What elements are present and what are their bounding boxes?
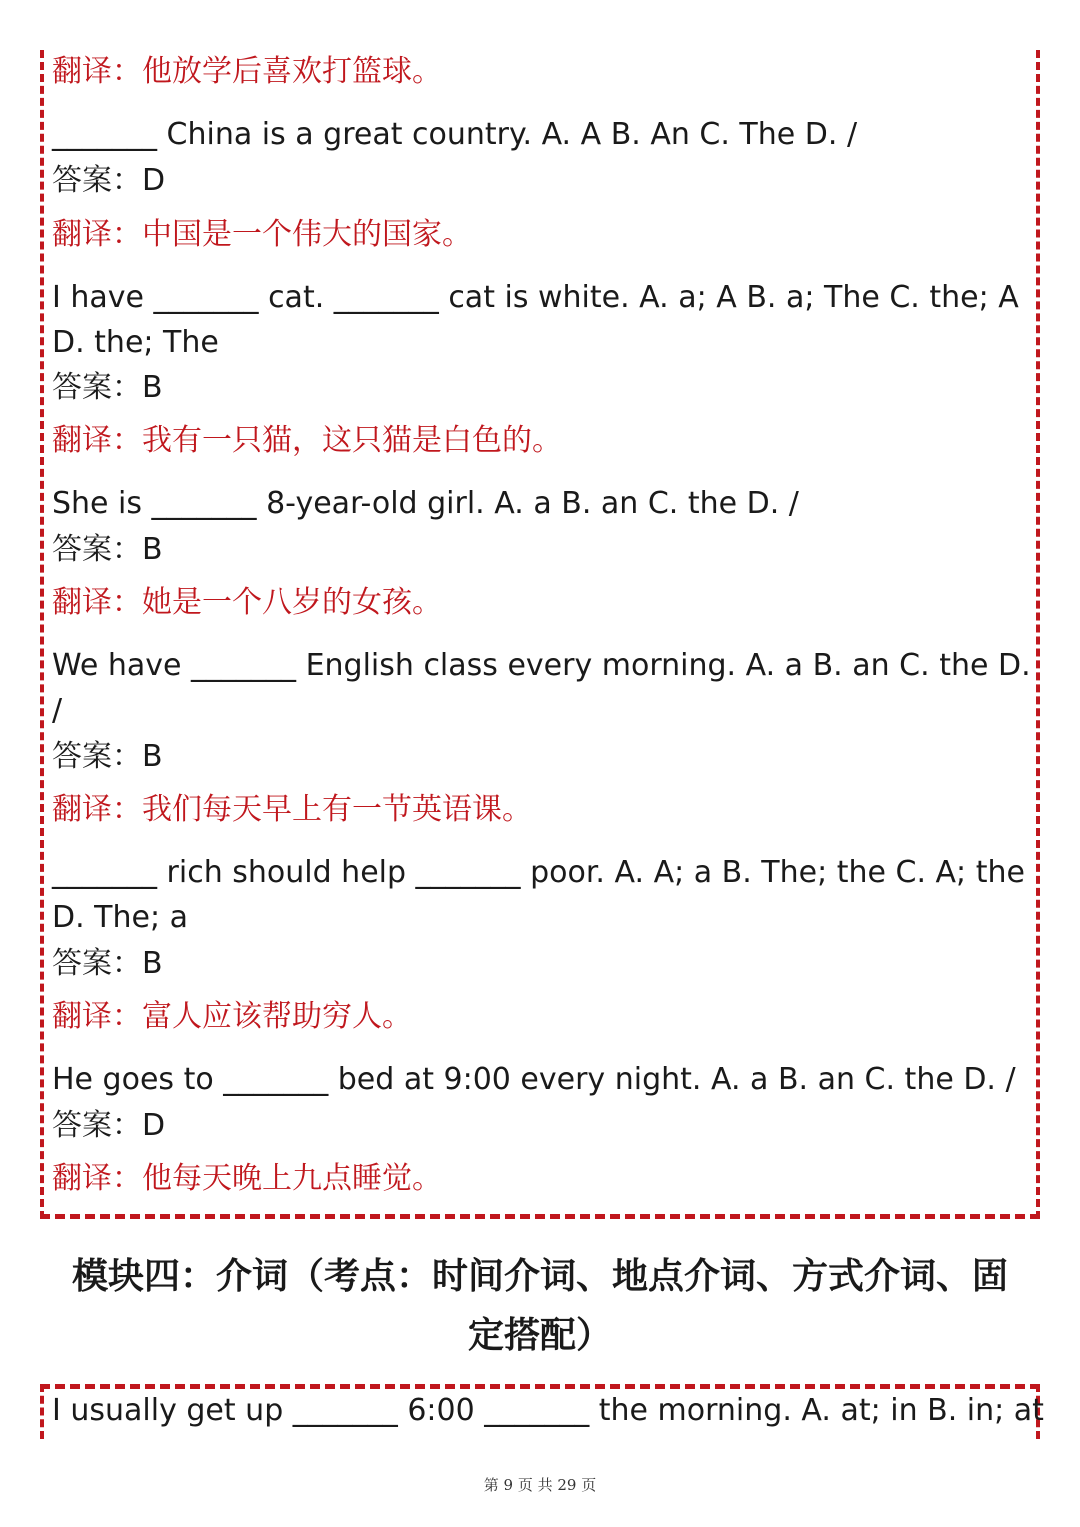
question-line: I have _______ cat. _______ cat is white. A. a; A B. a; The C. the; A bbox=[52, 280, 1019, 315]
answer-line: 答案：D bbox=[52, 163, 166, 198]
module-heading-continued: 定搭配） bbox=[467, 1315, 612, 1356]
translation-line: 翻译：富人应该帮助穷人。 bbox=[52, 999, 412, 1034]
question-line: _______ China is a great country. A. A B. An C. The D. / bbox=[52, 117, 858, 152]
question-line: We have _______ English class every morning. A. a B. an C. the D. bbox=[52, 648, 1031, 683]
question-line: He goes to _______ bed at 9:00 every night. A. a B. an C. the D. / bbox=[52, 1062, 1016, 1097]
answer-line: 答案：B bbox=[52, 532, 163, 567]
question-line: D. The; a bbox=[52, 900, 188, 935]
translation-line: 翻译：她是一个八岁的女孩。 bbox=[52, 585, 442, 620]
question-line: D. the; The bbox=[52, 325, 219, 360]
question-line: / bbox=[52, 693, 63, 728]
translation-line: 翻译：我有一只猫，这只猫是白色的。 bbox=[52, 423, 562, 458]
answer-line: 答案：B bbox=[52, 739, 163, 774]
translation-line: 翻译：我们每天早上有一节英语课。 bbox=[52, 792, 532, 827]
answer-line: 答案：B bbox=[52, 370, 163, 405]
module-heading: 模块四：介词（考点：时间介词、地点介词、方式介词、固 bbox=[71, 1256, 1008, 1297]
question-line: I usually get up _______ 6:00 _______ the morning. A. at; in B. in; at bbox=[52, 1393, 1044, 1428]
translation-line: 翻译：他每天晚上九点睡觉。 bbox=[52, 1161, 442, 1196]
answer-line: 答案：D bbox=[52, 1108, 166, 1143]
translation-line: 翻译：中国是一个伟大的国家。 bbox=[52, 217, 472, 252]
question-line: _______ rich should help _______ poor. A. A; a B. The; the C. A; the bbox=[52, 855, 1025, 890]
translation-line: 翻译：他放学后喜欢打篮球。 bbox=[52, 54, 442, 89]
question-line: She is _______ 8-year-old girl. A. a B. an C. the D. / bbox=[52, 486, 799, 521]
answer-line: 答案：B bbox=[52, 946, 163, 981]
page-footer: 第 9 页 共 29 页 bbox=[483, 1476, 597, 1494]
